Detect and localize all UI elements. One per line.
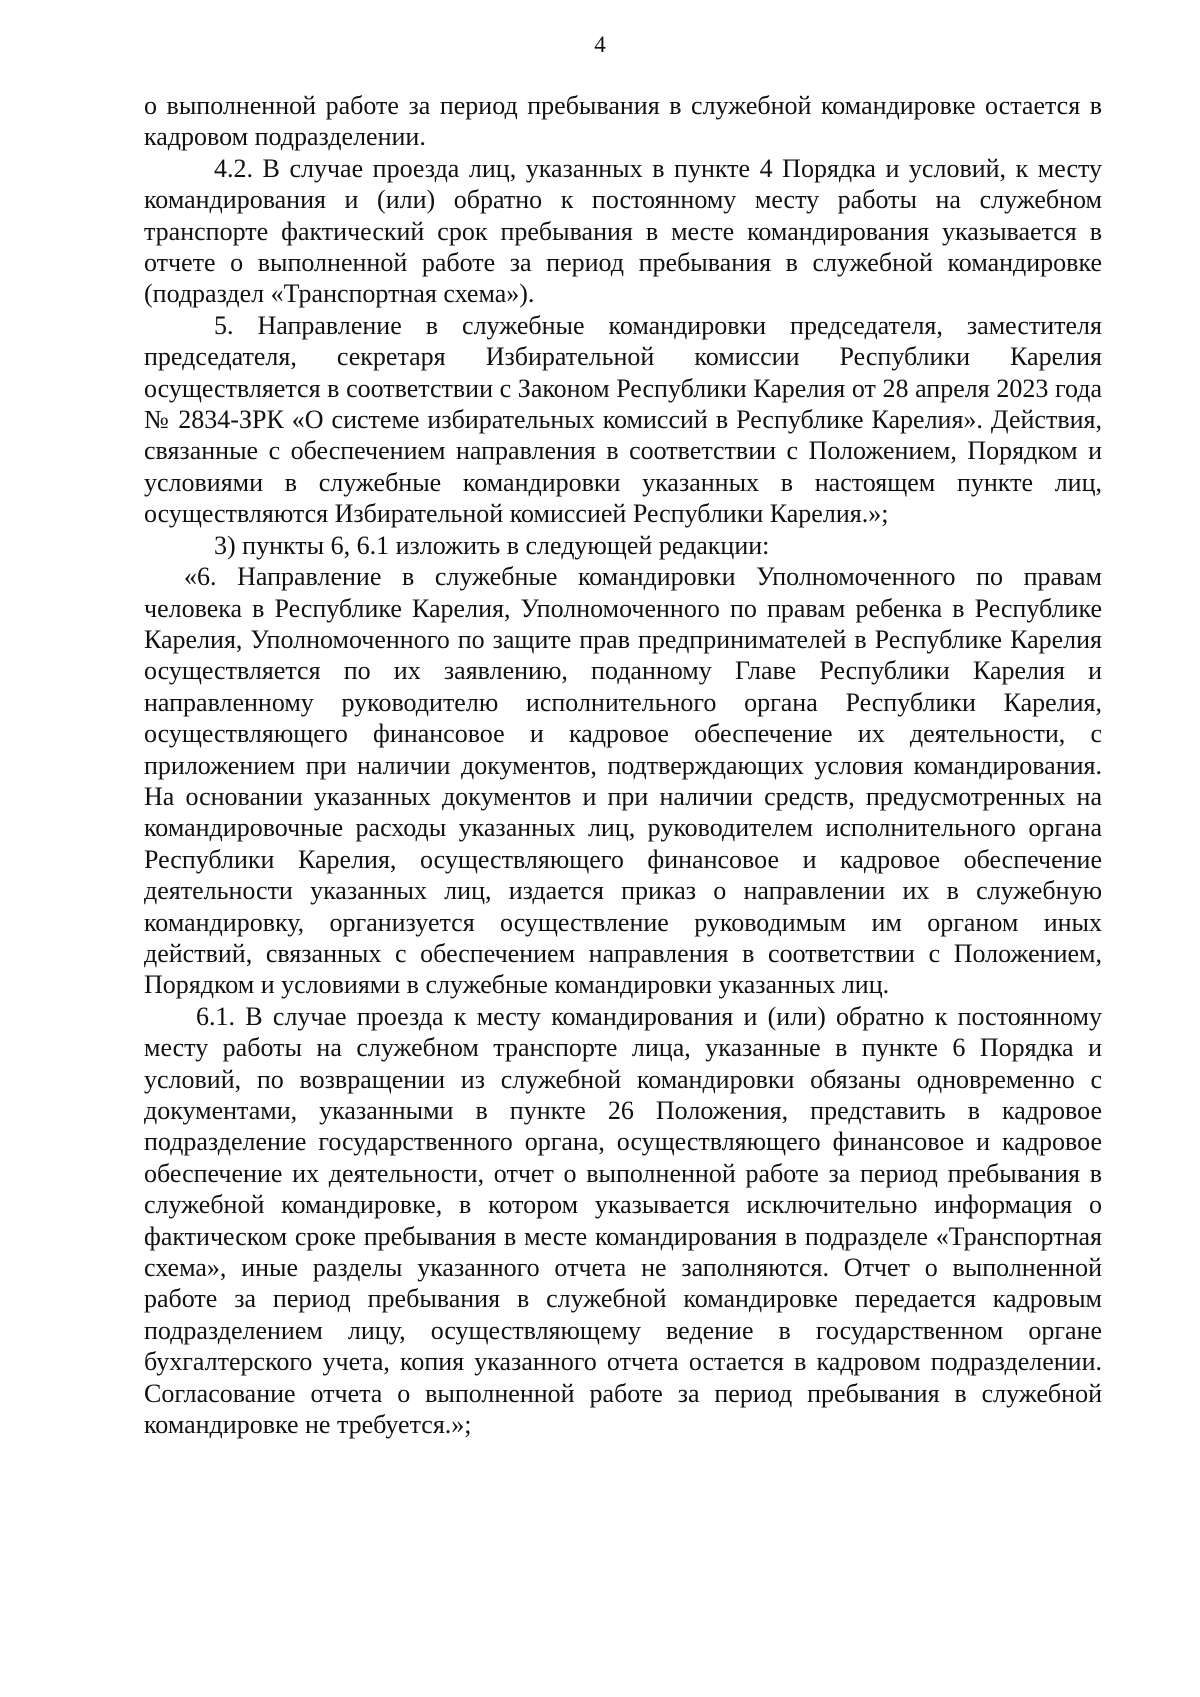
paragraph-continuation: о выполненной работе за период пребывания в служебной командировке остается в кадровом подразделении. (144, 91, 1102, 152)
paragraph-4-2: 4.2. В случае проезда лиц, указанных в пункте 4 Порядка и условий, к месту командирования и (или) обратно к постоянному месту работы на служебном транспорте фактический срок пребывания в месте командирования указывается в отчете о выполненной работе за период пребывания в служебной командировке (подраздел «Транспортная схема»). (144, 153, 1102, 309)
paragraph-6-1: 6.1. В случае проезда к месту командирования и (или) обратно к постоянному месту работы на служебном транспорте лица, указанные в пункте 6 Порядка и условий, по возвращении из служебной командировки обязаны одновременно с документами, указанными в пункте 26 Положения, представить в кадровое подразделение государственного органа, осуществляющего финансовое и кадровое обеспечение их деятельности, отчет о выполненной работе за период пребывания в служебной командировке, в котором указывается исключительно информация о фактическом сроке пребывания в месте командирования в подразделе «Транспортная схема», иные разделы указанного отчета не заполняются. Отчет о выполненной работе за период пребывания в служебной командировке передается кадровым подразделением лицу, осуществляющему ведение в государственном органе бухгалтерского учета, копия указанного отчета остается в кадровом подразделении. Согласование отчета о выполненной работе за период пребывания в служебной командировке не требуется.»; (144, 1001, 1102, 1440)
page-number: 4 (594, 32, 606, 57)
paragraph-5: 5. Направление в служебные командировки председателя, заместителя председателя, секретаря Избирательной комиссии Республики Карелия осуществляется в соответствии с Законом Республики Карелия от 28 апреля 2023 года № 2834-ЗРК «О системе избирательных комиссий в Республике Карелия». Действия, связанные с обеспечением направления в соответствии с Положением, Порядком и условиями в служебные командировки указанных в настоящем пункте лиц, осуществляются Избирательной комиссией Республики Карелия.»; (144, 310, 1102, 529)
paragraph-amendment-3: 3) пункты 6, 6.1 изложить в следующей редакции: (214, 530, 770, 560)
paragraph-6: «6. Направление в служебные командировки Уполномоченного по правам человека в Республике Карелия, Уполномоченного по правам ребенка в Республике Карелия, Уполномоченного по защите прав предпринимателей в Республике Карелия осуществляется по их заявлению, поданному Главе Республики Карелия и направленному руководителю исполнительного органа Республики Карелия, осуществляющего финансовое и кадровое обеспечение их деятельности, с приложением при наличии документов, подтверждающих условия командирования. На основании указанных документов и при наличии средств, предусмотренных на командировочные расходы указанных лиц, руководителем исполнительного органа Республики Карелия, осуществляющего финансовое и кадровое обеспечение деятельности указанных лиц, издается приказ о направлении их в служебную командировку, организуется осуществление руководимым им органом иных действий, связанных с обеспечением направления в соответствии с Положением, Порядком и условиями в служебные командировки указанных лиц. (144, 562, 1102, 1000)
document-body (144, 90, 1102, 1440)
